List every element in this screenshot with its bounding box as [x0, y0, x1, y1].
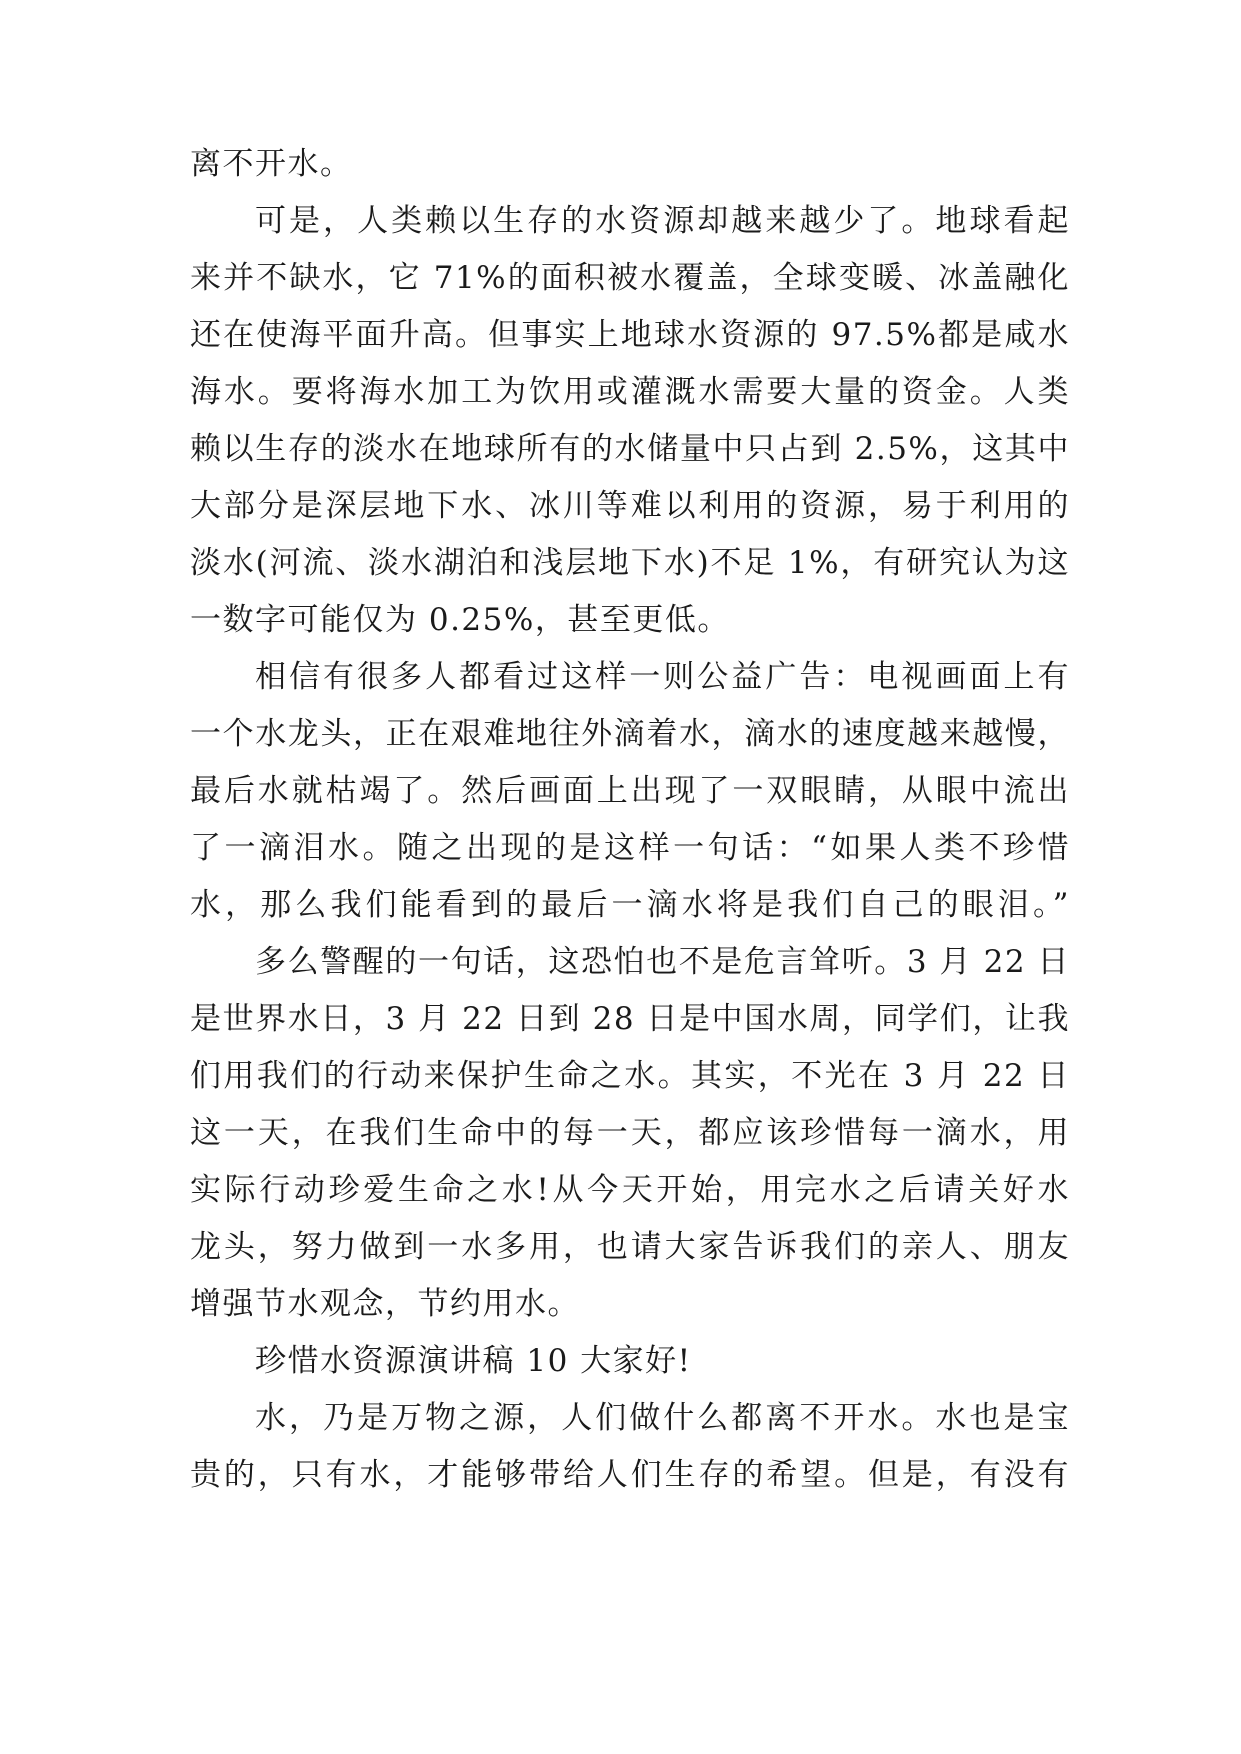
text-line: 海水。要将海水加工为饮用或灌溉水需要大量的资金。人类 [190, 374, 1070, 410]
text-line: 淡水(河流、淡水湖泊和浅层地下水)不足 1%，有研究认为这 [190, 545, 1070, 581]
text-line: 赖以生存的淡水在地球所有的水储量中只占到 2.5%，这其中 [190, 431, 1070, 467]
text-line: 来并不缺水，它 71%的面积被水覆盖，全球变暖、冰盖融化 [190, 260, 1070, 296]
text-line: 这一天，在我们生命中的每一天，都应该珍惜每一滴水，用 [190, 1115, 1070, 1151]
text-line: 最后水就枯竭了。然后画面上出现了一双眼睛，从眼中流出 [190, 773, 1070, 809]
text-line: 水，那么我们能看到的最后一滴水将是我们自己的眼泪。” [190, 887, 1070, 923]
text-line: 们用我们的行动来保护生命之水。其实，不光在 3 月 22 日 [190, 1058, 1070, 1094]
text-line: 还在使海平面升高。但事实上地球水资源的 97.5%都是咸水 [190, 317, 1070, 353]
text-line: 珍惜水资源演讲稿 10 大家好! [255, 1343, 692, 1379]
text-line: 一数字可能仅为 0.25%，甚至更低。 [190, 602, 730, 638]
text-line: 可是，人类赖以生存的水资源却越来越少了。地球看起 [255, 203, 1070, 239]
text-line: 大部分是深层地下水、冰川等难以利用的资源，易于利用的 [190, 488, 1070, 524]
text-line: 多么警醒的一句话，这恐怕也不是危言耸听。3 月 22 日 [255, 944, 1070, 980]
text-line: 相信有很多人都看过这样一则公益广告：电视画面上有 [255, 659, 1070, 695]
text-line: 龙头，努力做到一水多用，也请大家告诉我们的亲人、朋友 [190, 1229, 1070, 1265]
text-line: 离不开水。 [190, 146, 353, 182]
text-line: 水，乃是万物之源，人们做什么都离不开水。水也是宝 [255, 1400, 1070, 1436]
text-line: 一个水龙头，正在艰难地往外滴着水，滴水的速度越来越慢， [190, 716, 1070, 752]
text-line: 贵的，只有水，才能够带给人们生存的希望。但是，有没有 [190, 1457, 1070, 1493]
text-line: 了一滴泪水。随之出现的是这样一句话：“如果人类不珍惜 [190, 830, 1070, 866]
text-line: 是世界水日，3 月 22 日到 28 日是中国水周，同学们，让我 [190, 1001, 1070, 1037]
text-line: 增强节水观念，节约用水。 [190, 1286, 580, 1322]
text-line: 实际行动珍爱生命之水!从今天开始，用完水之后请关好水 [190, 1172, 1070, 1208]
